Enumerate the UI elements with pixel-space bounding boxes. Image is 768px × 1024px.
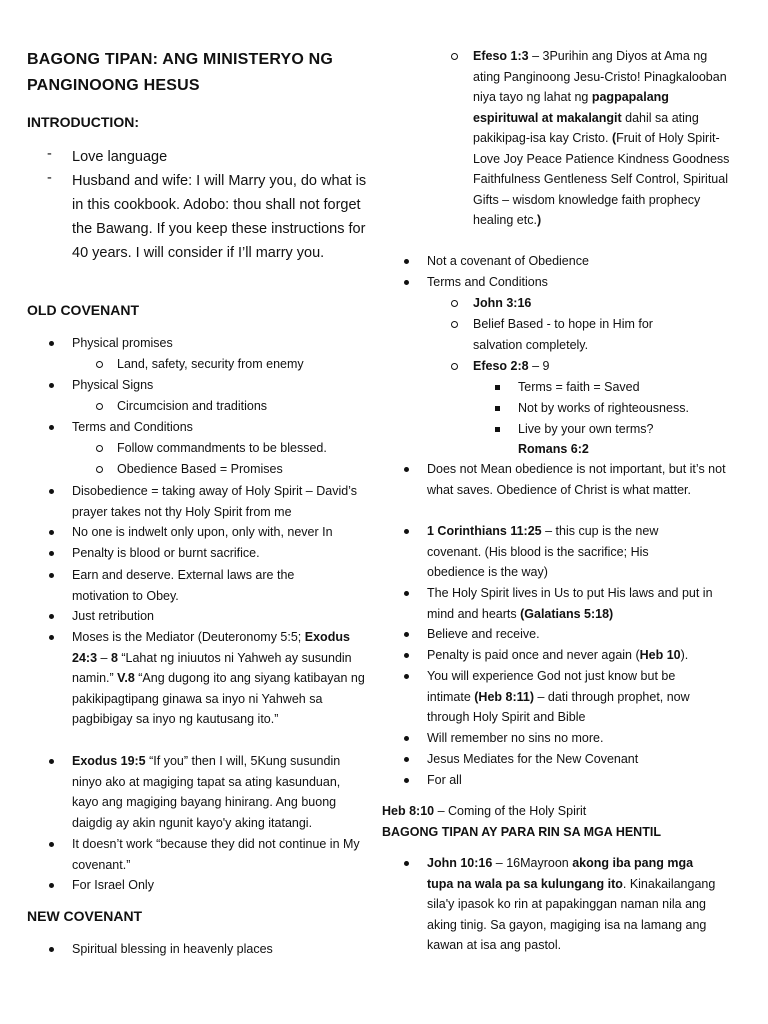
exodus-24-3-ref: Exodus 24:3 — [72, 630, 350, 665]
list-subitem: Obedience Based = Promises — [117, 462, 283, 476]
corinthians-text: – this cup is the new covenant. (His blood is the sacrifice; His obedience is the way) — [427, 524, 659, 579]
bullet-icon — [404, 674, 409, 679]
bullet-icon — [49, 530, 54, 535]
bullet-icon — [49, 635, 54, 640]
list-item: For all — [427, 773, 462, 787]
list-item: Terms and Conditions — [72, 420, 193, 434]
bullet-icon — [404, 591, 409, 596]
penalty-text-end: ). — [680, 648, 689, 662]
heb-8-11-ref: (Heb 8:11) — [474, 689, 534, 704]
holy-spirit-text: The Holy Spirit lives in Us to put His laws and put in mind and hearts — [427, 586, 713, 621]
bullet-icon — [49, 383, 54, 388]
circle-bullet-icon — [96, 445, 103, 452]
list-item-john-10-16 — [427, 853, 722, 956]
fruit-close-paren: ) — [536, 213, 542, 227]
list-subitem-efeso-2-8 — [473, 356, 723, 377]
bullet-icon — [49, 489, 54, 494]
moses-dash: – — [97, 650, 111, 665]
exodus-19-5-ref: Exodus 19:5 — [72, 754, 146, 768]
bullet-icon — [49, 341, 54, 346]
circle-bullet-icon — [96, 361, 103, 368]
list-item-exodus — [72, 751, 367, 833]
bullet-icon — [49, 842, 54, 847]
list-item: Jesus Mediates for the New Covenant — [427, 752, 639, 766]
list-item: Earn and deserve. External laws are the motivation to Obey. — [72, 568, 295, 603]
bullet-icon — [404, 861, 409, 866]
circle-bullet-icon — [451, 53, 458, 60]
circle-bullet-icon — [451, 321, 458, 328]
bullet-icon — [49, 759, 54, 764]
list-item: Terms and Conditions — [427, 275, 548, 289]
heb-10-ref: Heb 10 — [639, 648, 681, 662]
efeso-1-3-text: – 3Purihin ang Diyos at Ama ng ating Panginoong Jesu-Cristo! Pinagkalooban niya tayo ng lahat ng — [473, 49, 727, 104]
bullet-icon — [49, 614, 54, 619]
list-item: Disobedience = taking away of Holy Spirit – David’s prayer takes not thy Holy Spirit from me — [72, 484, 357, 519]
circle-bullet-icon — [451, 300, 458, 307]
efeso-1-3-ref: Efeso 1:3 — [473, 49, 529, 63]
intro-item: Love language — [72, 149, 168, 165]
list-item-experience — [427, 666, 717, 728]
bullet-icon — [49, 551, 54, 556]
square-bullet-icon — [495, 385, 500, 390]
new-covenant-heading: NEW COVENANT — [27, 908, 143, 924]
bullet-icon — [404, 632, 409, 637]
moses-quote-2: “Ang dugong ito ang siyang katibayan ng pakikipagtipang ginawa sa inyo ni Yahweh sa pagbibigay sa inyo ng kautusang ito.” — [72, 671, 365, 726]
square-bullet-icon — [495, 427, 500, 432]
bullet-icon — [404, 757, 409, 762]
circle-bullet-icon — [96, 466, 103, 473]
moses-text: Moses is the Mediator (Deuteronomy 5:5; — [72, 630, 302, 644]
bullet-icon — [404, 259, 409, 264]
fruit-open-paren: ( — [611, 131, 617, 145]
intro-item: Husband and wife: I will Marry you, do what is in this cookbook. Adobo: thou shall not forget the Bawang. If you keep these instructions for 40 years. I will consider if I’ll marry you. — [72, 173, 367, 261]
bullet-icon — [404, 280, 409, 285]
list-item: Spiritual blessing in heavenly places — [72, 942, 273, 956]
list-item-corinthians — [427, 521, 707, 583]
list-item: Physical Signs — [72, 378, 154, 392]
list-item: No one is indwelt only upon, only with, never In — [72, 525, 333, 539]
fruit-text: Fruit of Holy Spirit- Love Joy Peace Patience Kindness Goodness Faithfulness Gentleness Self Control, Spiritual Gifts – wisdom knowledge faith prophecy healing etc. — [473, 131, 730, 227]
john-10-16-ref: John 10:16 — [427, 856, 493, 870]
efeso-1-3-bold: pagpapalang espirituwal at makalangit — [473, 90, 669, 125]
romans-6-2-ref: Romans 6:2 — [518, 442, 589, 456]
list-item-penalty — [427, 645, 727, 666]
experience-text: You will experience God not just know but be intimate — [427, 669, 676, 704]
bullet-icon — [49, 947, 54, 952]
list-subsubitem: Terms = faith = Saved — [518, 380, 640, 394]
dash-bullet-icon: - — [47, 170, 52, 186]
list-subitem: Follow commandments to be blessed. — [117, 441, 327, 455]
v8-ref: V.8 — [117, 671, 135, 685]
bullet-icon — [404, 736, 409, 741]
john-10-16-text: – 16Mayroon — [492, 856, 573, 870]
hentil-heading: BAGONG TIPAN AY PARA RIN SA MGA HENTIL — [382, 825, 661, 839]
efeso-2-8-ref: Efeso 2:8 — [473, 359, 529, 373]
list-subitem: Circumcision and traditions — [117, 399, 268, 413]
efeso-1-3-text-end: dahil sa ating pakikipag-isa kay Cristo. — [473, 110, 699, 145]
list-subitem-efeso-1-3 — [473, 46, 731, 231]
list-item: Will remember no sins no more. — [427, 731, 604, 745]
introduction-heading: INTRODUCTION: — [27, 114, 139, 130]
bullet-icon — [404, 778, 409, 783]
bullet-icon — [49, 425, 54, 430]
circle-bullet-icon — [451, 363, 458, 370]
heb-8-10-ref: Heb 8:10 — [382, 804, 435, 818]
bullet-icon — [49, 573, 54, 578]
bullet-icon — [404, 653, 409, 658]
list-item: Does not Mean obedience is not important, but it’s not what saves. Obedience of Christ is what matter. — [427, 462, 726, 497]
moses-quote-1: “Lahat ng iniuutos ni Yahweh ay susundin namin.” — [72, 650, 352, 685]
list-item: It doesn’t work “because they did not continue in My covenant.” — [72, 837, 360, 872]
page-title: BAGONG TIPAN: ANG MINISTERYO NG PANGINOONG HESUS — [27, 51, 334, 94]
list-subsubitem: Live by your own terms? — [518, 422, 654, 436]
efeso-2-8-text: – 9 — [528, 359, 550, 373]
john-3-16-ref: John 3:16 — [473, 296, 532, 310]
bullet-icon — [404, 467, 409, 472]
bullet-icon — [404, 529, 409, 534]
exodus-text: “If you” then I will, 5Kung susundin ninyo ako at magiging tapat sa ating kasunduan, kayo ang magiging bayang hinirang. Ang buong daigdig ay akin ngunit kayo'y aking itatangi. — [72, 754, 341, 830]
heb-8-10-line — [382, 801, 722, 822]
exodus-24-8-ref: 8 — [110, 650, 118, 665]
experience-text-end: – dati through prophet, now through Holy Spirit and Bible — [427, 689, 690, 724]
bullet-icon — [49, 883, 54, 888]
penalty-text: Penalty is paid once and never again ( — [427, 648, 640, 662]
list-item: Believe and receive. — [427, 627, 540, 641]
circle-bullet-icon — [96, 403, 103, 410]
list-item: Physical promises — [72, 336, 173, 350]
list-item-holy-spirit — [427, 583, 727, 624]
list-item-moses — [72, 627, 372, 730]
dash-bullet-icon: - — [47, 146, 52, 162]
list-item: Penalty is blood or burnt sacrifice. — [72, 546, 260, 560]
square-bullet-icon — [495, 406, 500, 411]
list-item: Just retribution — [72, 609, 154, 623]
john-10-16-text-end: . Kinakailangang sila'y ipasok ko rin at papakinggan naman nila ang aking tinig. Sa gayon, magiging isa na lamang ang kawan at isa ang pastol. — [427, 876, 716, 952]
old-covenant-heading: OLD COVENANT — [27, 302, 139, 318]
john-10-16-bold: akong iba pang mga tupa na wala pa sa kulungang ito — [427, 856, 694, 891]
list-subitem: Belief Based - to hope in Him for salvation completely. — [473, 317, 653, 352]
list-item: Not a covenant of Obedience — [427, 254, 589, 268]
corinthians-ref: 1 Corinthians 11:25 — [427, 524, 542, 538]
list-subsubitem: Not by works of righteousness. — [518, 401, 689, 415]
list-item: For Israel Only — [72, 878, 154, 892]
list-subitem: Land, safety, security from enemy — [117, 357, 304, 371]
galatians-ref: (Galatians 5:18) — [520, 606, 614, 621]
heb-8-10-text: – Coming of the Holy Spirit — [434, 804, 587, 818]
